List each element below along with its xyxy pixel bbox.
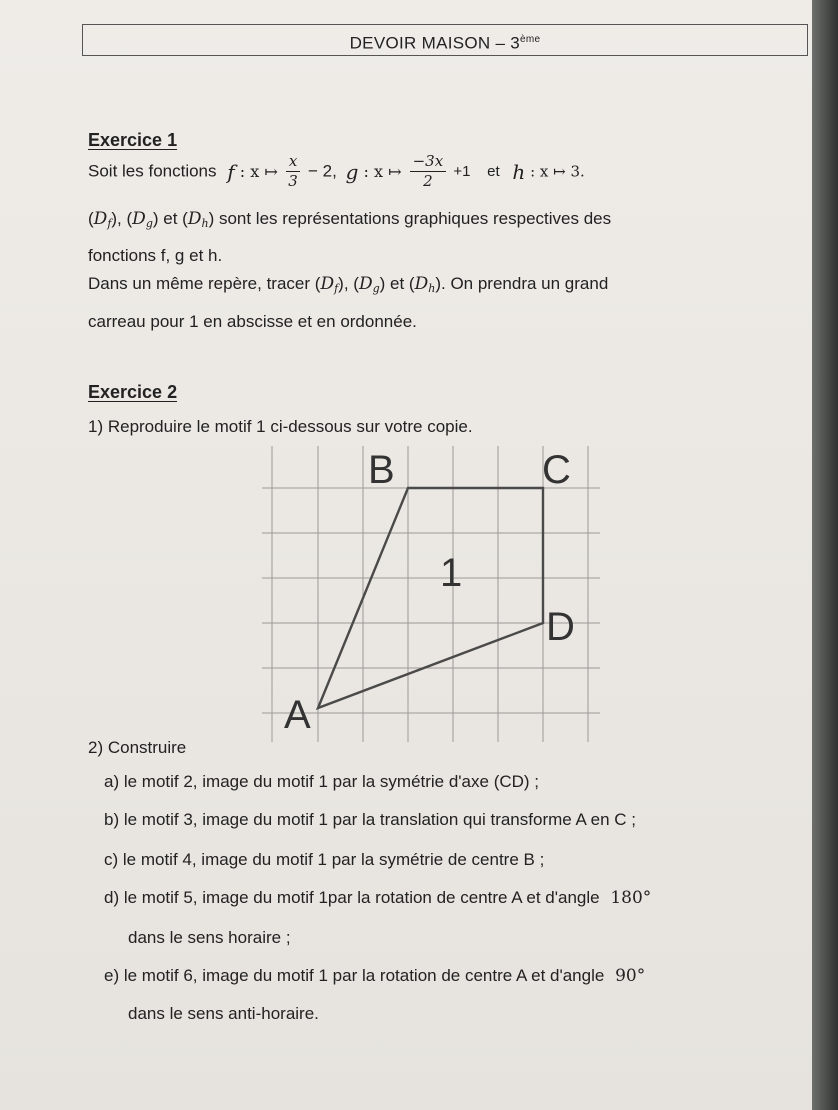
ex1-line-5: carreau pour 1 en abscisse et en ordonnée. [88, 312, 417, 331]
Dh-sub: h [201, 217, 209, 230]
ex1-line-4: Dans un même repère, tracer $(D_f)$, $(D_g)$ et $(D_h)$. On prendra un grand [88, 274, 609, 295]
item-c: c) le motif 4, image du motif 1 par la symétrie de centre B ; [104, 850, 545, 869]
item-d-angle: 180° [610, 888, 652, 908]
f-tail: − 2, [303, 161, 337, 181]
exercise-1-title: Exercice 1 [88, 130, 178, 150]
line4-start: Dans un même repère, tracer [88, 274, 311, 293]
Dg-sub: g [145, 217, 153, 230]
item-d-text: d) le motif 5, image du motif 1par la rotation de centre A et d'angle [104, 888, 600, 907]
Dh-sub-2: h [428, 282, 436, 295]
Df-letter: D [93, 209, 108, 229]
label-B: B [368, 448, 395, 492]
item-a: a) le motif 2, image du motif 1 par la symétrie d'axe (CD) ; [104, 772, 540, 791]
Dg-sub-2: g [372, 282, 380, 295]
motif-1-shape [318, 488, 543, 708]
ex1-functions-line [88, 152, 585, 191]
g-tail: +1 [449, 163, 471, 180]
item-d-continued: dans le sens horaire ; [128, 928, 291, 947]
line2-text: sont les représentations graphiques respectives des [218, 209, 612, 228]
f-name: f [227, 159, 235, 184]
item-e [104, 966, 645, 986]
label-A: A [284, 693, 311, 737]
label-C: C [542, 448, 571, 492]
g-frac-den: 2 [423, 172, 433, 190]
item-e-text: e) le motif 6, image du motif 1 par la rotation de centre A et d'angle [104, 966, 605, 985]
g-name: g [345, 159, 359, 184]
title-text: DEVOIR MAISON – 3 [349, 33, 521, 53]
et-word: et [487, 163, 500, 180]
item-b: b) le motif 3, image du motif 1 par la translation qui transforme A en C ; [104, 810, 636, 829]
f-frac-num: x [286, 152, 300, 172]
Dg-letter-2: D [358, 274, 373, 294]
exercise-2-title: Exercice 2 [88, 382, 178, 402]
ex2-question-1: 1) Reproduire le motif 1 ci-dessous sur votre copie. [88, 417, 473, 436]
table-edge [812, 0, 838, 1110]
Dg-letter: D [132, 209, 146, 229]
label-1: 1 [440, 551, 463, 595]
Df-sub-2: f [334, 282, 339, 295]
g-fraction [410, 152, 447, 191]
f-frac-den: 3 [288, 172, 298, 190]
item-e-angle: 90° [615, 966, 646, 986]
h-map: : x ↦ 3. [525, 162, 585, 181]
ex1-line-2: $(D_f)$, $(D_g)$ et $(D_h)$ sont les représentations graphiques respectives des [88, 209, 612, 230]
Df-letter-2: D [320, 274, 335, 294]
motif-figure [262, 446, 610, 742]
Df-sub: f [107, 217, 112, 230]
f-fraction [286, 152, 300, 191]
h-name: h [512, 159, 526, 184]
Dh-letter-2: D [414, 274, 429, 294]
intro-text: Soit les fonctions [88, 161, 217, 181]
item-e-continued: dans le sens anti-horaire. [128, 1004, 319, 1023]
line4-end: . On prendra un grand [441, 274, 609, 293]
item-d [104, 888, 651, 908]
g-frac-num: −3x [410, 152, 447, 172]
f-map: : x ↦ [234, 162, 283, 181]
et-2: et [390, 274, 405, 293]
ex2-question-2: 2) Construire [88, 738, 187, 757]
Dh-letter: D [187, 209, 202, 229]
label-D: D [546, 605, 575, 649]
title-superscript: ème [520, 34, 541, 45]
g-map: : x ↦ [358, 162, 407, 181]
page-title [82, 24, 808, 56]
ex1-line-3: fonctions f, g et h. [88, 246, 223, 265]
et-1: et [163, 209, 178, 228]
